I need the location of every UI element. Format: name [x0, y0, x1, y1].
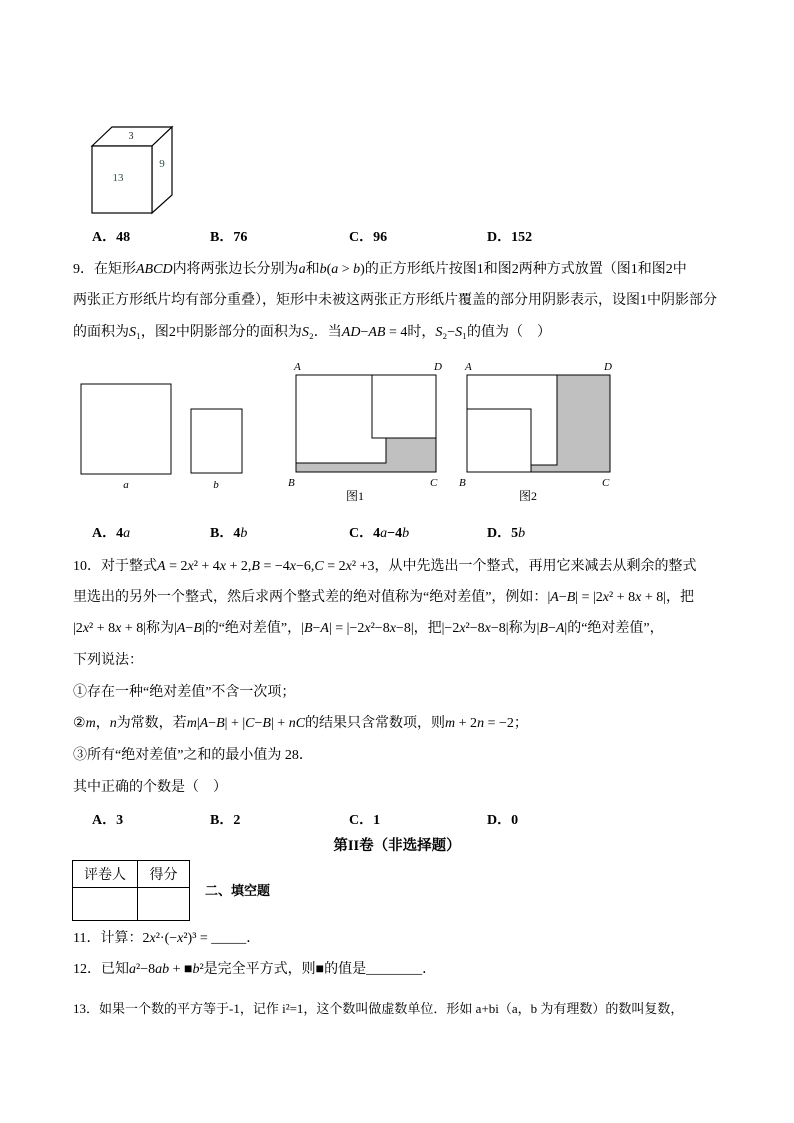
- q10-stem-line-1: [73, 557, 696, 577]
- q10-option-a: A．3: [92, 813, 124, 828]
- square-b-label: b: [213, 479, 219, 491]
- text-run: ，把: [666, 590, 695, 605]
- math-variable: A: [199, 716, 209, 731]
- math-variable: a: [331, 262, 339, 277]
- math-variable: A: [157, 559, 166, 574]
- figure-2-square-b: [467, 409, 531, 472]
- math-expression: S₁: [129, 325, 141, 340]
- square-a-label: a: [123, 479, 129, 491]
- text-run: ．当: [313, 325, 342, 340]
- figure-2-vertex-d: D: [604, 361, 612, 373]
- math-expression: [136, 262, 173, 277]
- math-expression: AD−AB = 4: [341, 325, 408, 340]
- q9-option-a: [92, 524, 130, 544]
- grader-header: 评卷人: [73, 861, 138, 888]
- q8-option-a: A．48: [92, 230, 131, 245]
- math-variable: b: [518, 526, 526, 541]
- math-variable: C: [245, 716, 255, 731]
- q10-statement-3: [73, 746, 313, 766]
- math-expression: [240, 526, 247, 541]
- text-run: ①存在一种“绝对差值”不含一次项；: [73, 685, 296, 700]
- q10-question: [73, 778, 227, 798]
- text-run: 的结果只含常数项，则: [305, 716, 446, 731]
- text-run: 为常数，若: [116, 716, 187, 731]
- math-variable: B: [303, 621, 313, 636]
- math-variable: B: [193, 621, 202, 636]
- text-run: B．4: [210, 526, 241, 541]
- math-expression: |A−B| = |2x² + 8x + 8|: [547, 590, 667, 605]
- square-a: [81, 384, 171, 474]
- figure-1-vertex-a: A: [294, 361, 301, 373]
- text-run: 9．在矩形: [73, 262, 136, 277]
- math-variable: m: [445, 716, 456, 731]
- figure-1-caption: 图1: [345, 489, 365, 503]
- square-b: [191, 409, 242, 473]
- math-variable: x: [219, 559, 226, 574]
- q10-stem-line-3: [73, 619, 664, 639]
- q9-stem-line-1: [73, 260, 687, 280]
- math-variable: C: [314, 559, 324, 574]
- math-variable: S: [301, 325, 309, 340]
- math-variable: x: [82, 621, 90, 636]
- grader-cell: [73, 888, 138, 921]
- math-expression: m + 2n = −2: [445, 716, 514, 731]
- math-variable: n: [109, 716, 117, 731]
- text-run: 的值为（ ）: [467, 325, 552, 340]
- math-variable: b: [240, 526, 248, 541]
- math-variable: a: [380, 526, 388, 541]
- q9-figures: [70, 355, 620, 505]
- math-variable: A: [550, 590, 559, 605]
- math-variable: S: [129, 325, 136, 340]
- math-variable: A: [555, 621, 565, 636]
- math-variable: b: [319, 262, 327, 277]
- math-variable: A: [320, 621, 329, 636]
- text-run: 13．如果一个数的平方等于-1，记作 i²=1，这个数叫做虚数单位．形如 a+bi（a，b 为有理数）的数叫复数，: [73, 1001, 684, 1016]
- figure-1: [288, 361, 442, 503]
- math-variable: x: [389, 621, 396, 636]
- cube-front-number: 13: [112, 172, 124, 184]
- math-expression: a²−8ab + ■b²: [129, 962, 204, 977]
- math-variable: x: [484, 621, 491, 636]
- text-run: A．4: [92, 526, 124, 541]
- math-variable: x: [459, 621, 466, 636]
- math-expression: 2x²·(−x²)³ =: [142, 931, 212, 946]
- text-run: ；: [513, 716, 528, 731]
- q8-option-b: B．76: [210, 230, 248, 245]
- q9-stem-line-2: [73, 291, 717, 311]
- text-run: ，图2中阴影部分的面积为: [140, 325, 302, 340]
- text-run: 是完全平方式，则■的值是________．: [203, 962, 437, 977]
- math-variable: x: [289, 559, 296, 574]
- math-variable: x: [187, 559, 194, 574]
- math-expression: S₂: [301, 325, 314, 340]
- q8-option-c: C．96: [349, 230, 388, 245]
- math-variable: b: [402, 526, 410, 541]
- math-expression: S₂−S₁: [435, 325, 468, 340]
- math-variable: S: [435, 325, 443, 340]
- text-run: 两张正方形纸片均有部分重叠），矩形中未被这两张正方形纸片覆盖的部分用阴影表示，设图1中阴影部分: [73, 293, 717, 308]
- text-run: 12．已知: [73, 962, 129, 977]
- section-title: 第II卷（非选择题）: [333, 838, 461, 854]
- math-expression: |B−A|: [536, 621, 568, 636]
- math-variable: S: [455, 325, 463, 340]
- math-variable: ab: [155, 962, 170, 977]
- q9-option-b: [210, 524, 247, 544]
- math-expression: |2x² + 8x + 8|: [73, 621, 147, 636]
- math-variable: x: [635, 590, 642, 605]
- text-run: 其中正确的个数是（ ）: [73, 780, 227, 795]
- text-run: ②: [73, 716, 86, 731]
- math-variable: x: [149, 931, 156, 946]
- figure-2-vertex-c: C: [602, 477, 610, 489]
- score-header: 得分: [138, 861, 190, 888]
- text-run: 称为: [146, 621, 175, 636]
- section-heading: 二、填空题: [205, 883, 271, 898]
- q10-option-b: B．2: [210, 813, 241, 828]
- text-run: 的面积为: [73, 325, 129, 340]
- math-expression: m|A−B| + |C−B| + nC: [186, 716, 306, 731]
- text-run: C．4: [349, 526, 381, 541]
- math-variable: B: [216, 716, 225, 731]
- figure-2: [459, 361, 612, 503]
- q10-stem-line-2: [73, 588, 694, 608]
- cube-right-number: 9: [159, 158, 165, 170]
- text-run: 的“绝对差值”，: [204, 621, 302, 636]
- math-variable: B: [262, 716, 271, 731]
- text-run: −4: [387, 526, 403, 541]
- q9-option-d: [487, 524, 525, 544]
- math-variable: x: [115, 621, 122, 636]
- figure-2-caption: 图2: [518, 489, 538, 503]
- text-run: ，从中先选出一个整式，再用它来减去从剩余的整式: [374, 559, 697, 574]
- text-run: D．5: [487, 526, 519, 541]
- q10-option-d: D．0: [487, 813, 519, 828]
- text-run: 时，: [407, 325, 436, 340]
- text-run: 内将两张边长分别为: [172, 262, 299, 277]
- math-variable: m: [85, 716, 96, 731]
- q10-statement-1: [73, 683, 295, 703]
- cube-figure: [88, 122, 184, 218]
- math-variable: a: [129, 962, 136, 977]
- math-variable: b: [353, 262, 361, 277]
- math-variable: b: [192, 962, 200, 977]
- math-variable: m: [186, 716, 197, 731]
- cube-top-number: 3: [128, 131, 134, 142]
- text-run: 的正方形纸片按图1和图2两种方式放置（图1和图2中: [364, 262, 687, 277]
- math-variable: x: [602, 590, 610, 605]
- grader-table: [72, 860, 190, 921]
- figure-1-vertex-b: B: [288, 477, 295, 489]
- text-run: 下列说法：: [73, 653, 143, 668]
- math-expression: |B−A| = |−2x²−8x−8|: [301, 621, 414, 636]
- math-variable: a: [123, 526, 131, 541]
- math-expression: b(a > b): [319, 262, 365, 277]
- math-variable: B: [566, 590, 576, 605]
- math-expression: [402, 526, 409, 541]
- figure-1-vertex-d: D: [434, 361, 442, 373]
- math-expression: |−2x²−8x−8|: [441, 621, 509, 636]
- q9-option-c: [349, 524, 409, 544]
- q13-stem: [73, 999, 683, 1019]
- q11-stem: [73, 929, 260, 949]
- math-variable: A: [176, 621, 186, 636]
- math-variable: n: [477, 716, 485, 731]
- text-run: ，: [95, 716, 110, 731]
- q10-option-c: C．1: [349, 813, 381, 828]
- math-expression: [299, 262, 306, 277]
- figure-2-vertex-b: B: [459, 477, 466, 489]
- q8-option-d: D．152: [487, 230, 533, 245]
- text-run: 称为: [508, 621, 537, 636]
- math-variable: nC: [288, 716, 306, 731]
- math-expression: A = 2x² + 4x + 2,B = −4x−6,C = 2x² +3: [157, 559, 375, 574]
- text-run: 10．对于整式: [73, 559, 157, 574]
- math-variable: AD: [341, 325, 361, 340]
- text-run: ③所有“绝对差值”之和的最小值为 28．: [73, 748, 313, 763]
- math-variable: a: [298, 262, 306, 277]
- text-run: 里选出的另外一个整式，然后求两个整式差的绝对值称为“绝对差值”，例如：: [73, 590, 548, 605]
- q10-stem-line-4: [73, 651, 143, 671]
- math-variable: ABCD: [136, 262, 173, 277]
- math-variable: B: [251, 559, 260, 574]
- figure-2-vertex-a: A: [465, 361, 472, 373]
- text-run: _____．: [211, 931, 261, 946]
- math-variable: B: [539, 621, 548, 636]
- math-expression: [518, 526, 525, 541]
- figure-1-vertex-c: C: [430, 477, 438, 489]
- q10-statement-2: [73, 714, 528, 734]
- math-variable: AB: [368, 325, 386, 340]
- q9-stem-line-3: [73, 323, 551, 343]
- score-cell: [138, 888, 190, 921]
- text-run: ，把: [413, 621, 442, 636]
- math-expression: [123, 526, 130, 541]
- text-run: 11．计算：: [73, 931, 143, 946]
- math-variable: x: [345, 559, 352, 574]
- text-run: 的“绝对差值”，: [567, 621, 664, 636]
- q12-stem: [73, 960, 436, 980]
- text-run: 和: [305, 262, 320, 277]
- math-expression: [110, 716, 117, 731]
- math-expression: |A−B|: [174, 621, 205, 636]
- figure-1-square-b: [372, 375, 436, 438]
- math-variable: x: [177, 931, 184, 946]
- math-variable: x: [364, 621, 371, 636]
- math-expression: [86, 716, 96, 731]
